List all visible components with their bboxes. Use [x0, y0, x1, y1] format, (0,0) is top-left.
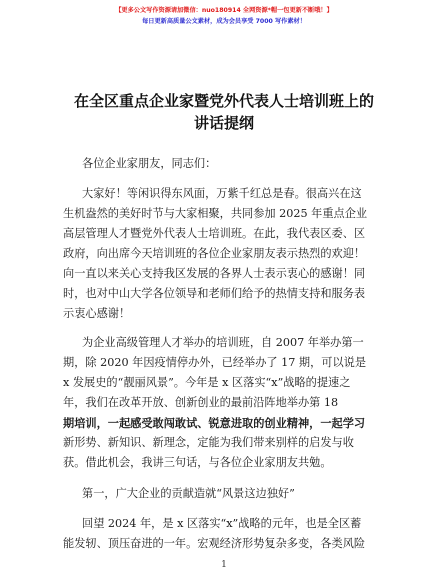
- paragraph-2-line: 新形势、新知识、新理念，定能为我们带来别样的启发与收: [63, 436, 354, 449]
- paragraph-2-line: 为企业高级管理人才举办的培训班，自 2007 年举办第一: [82, 336, 364, 349]
- paragraph-2-line: 期，除 2020 年因疫情停办外，已经举办了 17 期，可以说是: [63, 356, 367, 369]
- salutation: 各位企业家朋友，同志们：: [82, 157, 217, 170]
- paragraph-1-line: 时，也对中山大学各位领导和老师们给予的热情支持和服务表: [63, 287, 366, 300]
- paragraph-2-line: 年，我们在改革开放、创新创业的最前沿阵地举办第 18: [63, 396, 339, 409]
- promo-banner-red: 【更多公文写作资源请加微信：nuo180914 全网资源*帽一包更新不断哦！】: [115, 7, 333, 14]
- paragraph-2-line: 期培训，一起感受敢闯敢试、锐意进取的创业精神，一起学习: [63, 416, 366, 430]
- paragraph-2-line: x 发展史的“靓丽风景”。今年是 x 区落实“x”战略的提速之: [63, 376, 351, 389]
- document-title-line-1: 在全区重点企业家暨党外代表人士培训班上的: [73, 92, 374, 110]
- paragraph-1-line: 政府，向出席今天培训班的各位企业家朋友表示热烈的欢迎！: [63, 247, 366, 260]
- paragraph-3-line: 能发轫、顶压奋进的一年。宏观经济形势复杂多变，各类风险: [63, 537, 366, 550]
- page-number: 1: [221, 560, 227, 570]
- paragraph-3-line: 回望 2024 年，是 x 区落实“x”战略的元年，也是全区蓄: [82, 517, 362, 530]
- paragraph-1-line: 高层管理人才暨党外代表人士培训班。在此，我代表区委、区: [63, 227, 366, 240]
- paragraph-1-line: 向一直以来关心支持我区发展的各界人士表示衷心的感谢！同: [63, 267, 366, 280]
- section-heading: 第一，广大企业的贡献造就“风景这边独好”: [82, 487, 295, 500]
- paragraph-1-line: 大家好！等闲识得东风面，万紫千红总是春。很高兴在这: [82, 187, 362, 200]
- promo-banner-blue: 每日更新高质量公文素材，成为会员享受 7000 写作素材！: [142, 18, 306, 25]
- paragraph-2-line: 获。借此机会，我讲三句话，与各位企业家朋友共勉。: [63, 456, 332, 469]
- paragraph-1-line: 生机盎然的美好时节与大家相聚，共同参加 2025 年重点企业: [63, 207, 368, 220]
- paragraph-1-line: 示衷心感谢！: [63, 307, 131, 320]
- document-title-line-2: 讲话提纲: [193, 114, 254, 132]
